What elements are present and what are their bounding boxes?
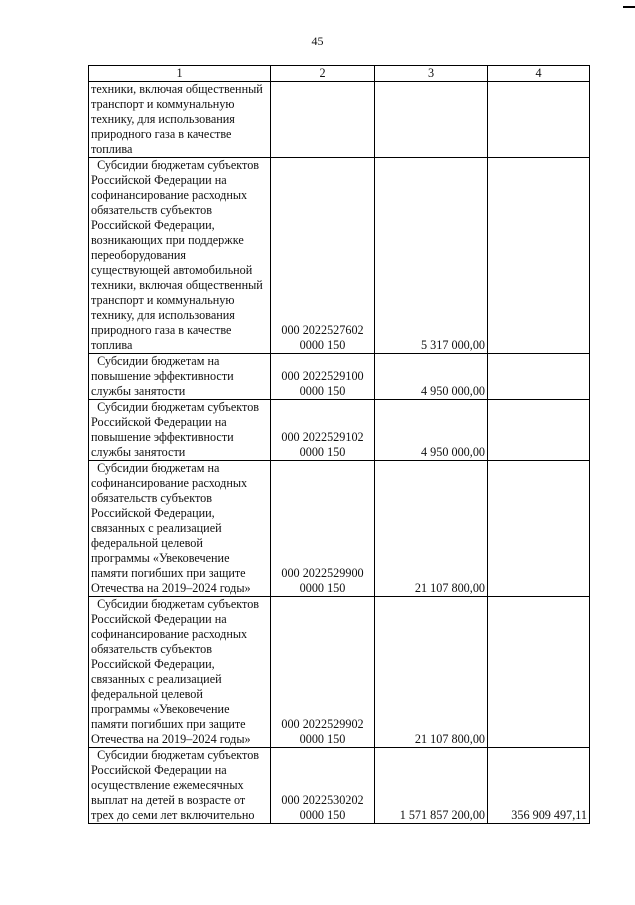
row-description-cell [89, 461, 271, 597]
row-amount-col4-cell [488, 597, 590, 748]
row-budget-code-cell [271, 597, 375, 748]
scan-corner-mark [623, 6, 635, 8]
row-amount-cell [375, 82, 488, 158]
budget-table [88, 65, 590, 824]
row-budget-code-cell [271, 82, 375, 158]
row-amount-col4-cell [488, 748, 590, 824]
row-amount: 4 950 000,00 [421, 384, 485, 398]
row-description-cell [89, 748, 271, 824]
header-col-2: 2 [271, 66, 375, 82]
row-amount-cell [375, 354, 488, 400]
row-budget-code-cell [271, 354, 375, 400]
row-amount-col4-cell [488, 158, 590, 354]
row-amount-cell [375, 597, 488, 748]
row-amount-col4-cell [488, 354, 590, 400]
row-budget-code-cell [271, 748, 375, 824]
row-amount-cell [375, 158, 488, 354]
row-description-cell [89, 597, 271, 748]
row-budget-code: 000 2022529902 0000 150 [281, 717, 364, 746]
header-col-4: 4 [488, 66, 590, 82]
row-amount-cell [375, 461, 488, 597]
row-budget-code: 000 2022530202 0000 150 [281, 793, 364, 822]
row-description-cell [89, 158, 271, 354]
row-budget-code-cell [271, 158, 375, 354]
row-description: техники, включая общественный транспорт и коммунальную технику, для использования природного газа в качестве топлива [91, 82, 263, 156]
header-row [89, 66, 590, 82]
row-description: Субсидии бюджетам на повышение эффективности службы занятости [91, 354, 234, 398]
row-budget-code-cell [271, 461, 375, 597]
row-description: Субсидии бюджетам на софинансирование расходных обязательств субъектов Российской Федерации, связанных с реализацией федеральной целевой программы «Увековечение памяти погибших при защите Отечества на 2019–2024 годы» [91, 461, 251, 595]
row-amount-col4-cell [488, 461, 590, 597]
row-amount-col4-cell [488, 82, 590, 158]
row-budget-code-cell [271, 400, 375, 461]
row-description: Субсидии бюджетам субъектов Российской Федерации на софинансирование расходных обязательств субъектов Российской Федерации, связанных с реализацией федеральной целевой программы «Увековечение памяти погибших при защите Отечества на 2019–2024 годы» [91, 597, 260, 746]
header-col-3: 3 [375, 66, 488, 82]
row-amount: 1 571 857 200,00 [399, 808, 485, 822]
row-amount: 5 317 000,00 [421, 338, 485, 352]
table-row [89, 400, 590, 461]
header-col-1: 1 [89, 66, 271, 82]
row-description-cell [89, 82, 271, 158]
row-budget-code: 000 2022529102 0000 150 [281, 430, 364, 459]
row-description: Субсидии бюджетам субъектов Российской Федерации на софинансирование расходных обязательств субъектов Российской Федерации, возникающих при поддержке переоборудования существующей автомобильной техники, включая общественный транспорт и коммунальную технику, для использования природного газа в качестве топлива [91, 158, 263, 352]
table-row [89, 461, 590, 597]
table-row [89, 82, 590, 158]
row-budget-code: 000 2022527602 0000 150 [281, 323, 364, 352]
row-description-cell [89, 400, 271, 461]
table-row [89, 158, 590, 354]
row-description: Субсидии бюджетам субъектов Российской Федерации на осуществление ежемесячных выплат на детей в возрасте от трех до семи лет включительно [91, 748, 260, 822]
table-row [89, 354, 590, 400]
row-amount: 4 950 000,00 [421, 445, 485, 459]
row-amount-col4-cell [488, 400, 590, 461]
row-amount-cell [375, 400, 488, 461]
row-amount: 21 107 800,00 [414, 732, 485, 746]
row-amount: 21 107 800,00 [414, 581, 485, 595]
table-row [89, 597, 590, 748]
row-description: Субсидии бюджетам субъектов Российской Федерации на повышение эффективности службы занятости [91, 400, 260, 459]
table-row [89, 748, 590, 824]
row-amount-cell [375, 748, 488, 824]
row-budget-code: 000 2022529100 0000 150 [281, 369, 364, 398]
row-description-cell [89, 354, 271, 400]
page-number: 45 [311, 34, 324, 48]
row-budget-code: 000 2022529900 0000 150 [281, 566, 364, 595]
row-amount-col4: 356 909 497,11 [511, 808, 587, 822]
